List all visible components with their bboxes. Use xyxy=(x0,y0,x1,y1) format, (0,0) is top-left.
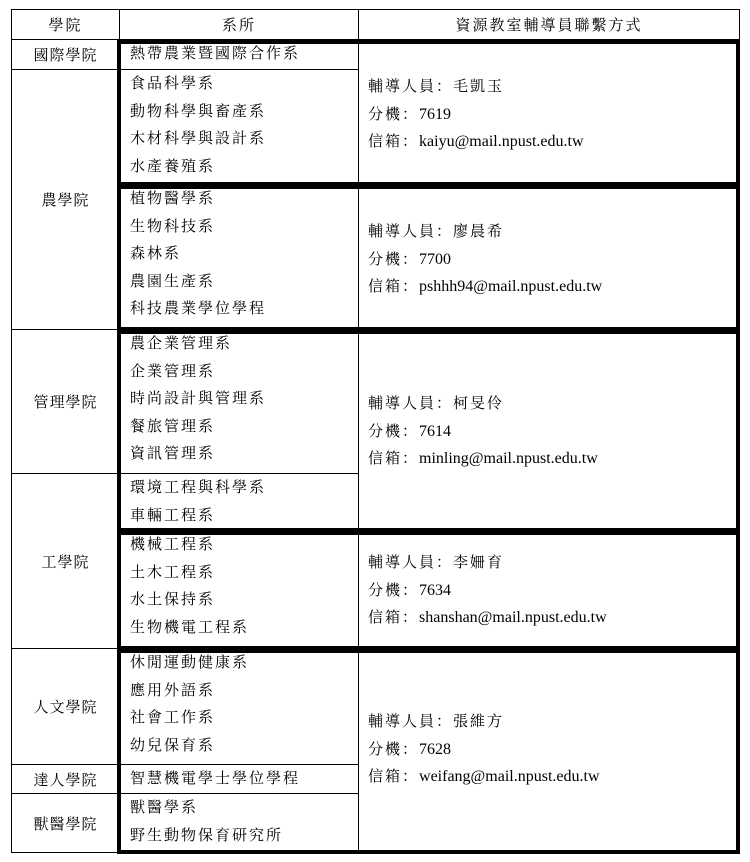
dept-item: 環境工程與科學系 xyxy=(130,478,267,496)
dept-item: 應用外語系 xyxy=(130,680,216,699)
ext-number: 7628 xyxy=(419,740,452,758)
staff-label: 輔導人員： xyxy=(368,394,454,412)
dept-list-engineering-b xyxy=(120,531,359,649)
email-label: 信箱： xyxy=(368,277,420,295)
header-department: 系所 xyxy=(120,10,359,40)
dept-item: 動物科學與畜產系 xyxy=(130,101,267,120)
ext-label: 分機： xyxy=(368,104,420,123)
dept-item: 車輛工程系 xyxy=(130,505,216,524)
contact-block-5 xyxy=(368,708,600,791)
dept-item: 科技農業學位學程 xyxy=(130,299,267,317)
college-datong: 達人學院 xyxy=(12,765,120,794)
dept-item: 企業管理系 xyxy=(130,361,216,380)
college-international: 國際學院 xyxy=(12,40,120,70)
contact-block-2 xyxy=(368,218,602,301)
dept-item: 時尚設計與管理系 xyxy=(130,389,267,407)
contact-block-3 xyxy=(368,390,598,473)
email-address: weifang@mail.npust.edu.tw xyxy=(419,768,600,785)
email-label: 信箱： xyxy=(368,449,420,467)
dept-item: 野生動物保育研究所 xyxy=(130,825,284,844)
email-address: shanshan@mail.npust.edu.tw xyxy=(419,609,607,626)
dept-item: 社會工作系 xyxy=(130,708,216,726)
ext-label: 分機： xyxy=(368,249,420,268)
college-agriculture: 農學院 xyxy=(12,70,120,330)
dept-list-humanities xyxy=(120,649,359,765)
dept-item: 休閒運動健康系 xyxy=(130,653,250,671)
ext-number: 7634 xyxy=(419,581,452,599)
contact-block-1 xyxy=(368,73,584,156)
dept-list-datong xyxy=(120,765,359,794)
dept-list-veterinary xyxy=(120,794,359,853)
dept-list-management xyxy=(120,330,359,474)
staff-name: 張維方 xyxy=(453,712,505,730)
email-label: 信箱： xyxy=(368,132,420,150)
staff-label: 輔導人員： xyxy=(368,553,454,571)
college-management: 管理學院 xyxy=(12,330,120,474)
dept-list-agriculture-a xyxy=(120,70,359,185)
staff-label: 輔導人員： xyxy=(368,712,454,730)
dept-item: 生物機電工程系 xyxy=(130,617,250,636)
ext-label: 分機： xyxy=(368,739,420,758)
header-college: 學院 xyxy=(12,10,120,40)
email-address: minling@mail.npust.edu.tw xyxy=(419,450,598,467)
ext-number: 7614 xyxy=(419,422,452,440)
email-label: 信箱： xyxy=(368,608,420,626)
email-address: pshhh94@mail.npust.edu.tw xyxy=(419,278,603,295)
college-humanities: 人文學院 xyxy=(12,649,120,765)
dept-item: 食品科學系 xyxy=(130,74,216,92)
dept-list-engineering-a xyxy=(120,474,359,531)
ext-label: 分機： xyxy=(368,421,420,440)
dept-item: 農企業管理系 xyxy=(130,334,233,352)
dept-item: 智慧機電學士學位學程 xyxy=(130,769,301,787)
header-row xyxy=(12,10,740,40)
dept-item: 幼兒保育系 xyxy=(130,735,216,754)
staff-label: 輔導人員： xyxy=(368,222,454,240)
ext-number: 7700 xyxy=(419,250,452,268)
dept-list-agriculture-b xyxy=(120,185,359,330)
dept-list-international xyxy=(120,40,359,70)
dept-item: 餐旅管理系 xyxy=(130,416,216,435)
ext-label: 分機： xyxy=(368,580,420,599)
ext-number: 7619 xyxy=(419,105,452,123)
staff-name: 柯旻伶 xyxy=(453,394,505,412)
staff-name: 廖晨希 xyxy=(453,222,505,240)
staff-name: 毛凱玉 xyxy=(453,77,505,95)
dept-item: 水產養殖系 xyxy=(130,156,216,175)
dept-item: 資訊管理系 xyxy=(130,444,216,462)
email-address: kaiyu@mail.npust.edu.tw xyxy=(419,133,584,150)
contact-block-4 xyxy=(368,549,607,632)
table-row xyxy=(12,40,740,70)
header-contact: 資源教室輔導員聯繫方式 xyxy=(359,10,740,40)
dept-item: 森林系 xyxy=(130,244,182,262)
dept-item: 農園生產系 xyxy=(130,271,216,290)
dept-item: 水土保持系 xyxy=(130,590,216,608)
email-label: 信箱： xyxy=(368,767,420,785)
dept-item: 熱帶農業暨國際合作系 xyxy=(130,44,301,62)
dept-item: 獸醫學系 xyxy=(130,798,199,816)
dept-item: 木材科學與設計系 xyxy=(130,129,267,147)
college-engineering: 工學院 xyxy=(12,474,120,649)
dept-item: 機械工程系 xyxy=(130,535,216,553)
college-veterinary: 獸醫學院 xyxy=(12,794,120,853)
dept-item: 生物科技系 xyxy=(130,216,216,235)
staff-name: 李姍育 xyxy=(453,553,505,571)
dept-item: 植物醫學系 xyxy=(130,189,216,207)
dept-item: 土木工程系 xyxy=(130,562,216,581)
staff-label: 輔導人員： xyxy=(368,77,454,95)
